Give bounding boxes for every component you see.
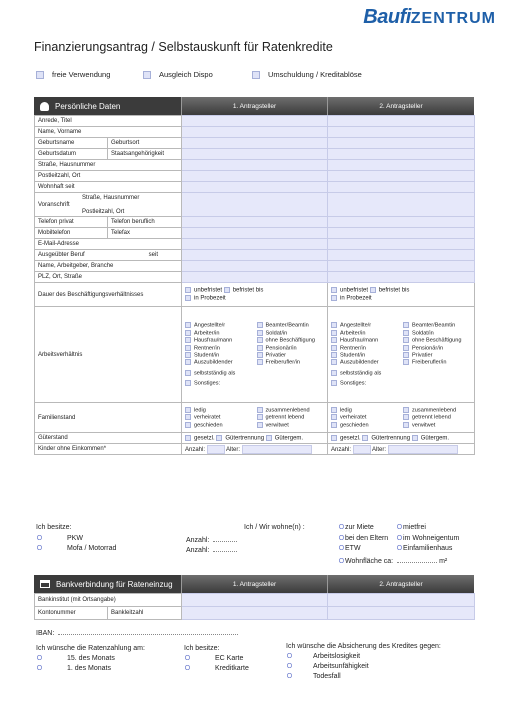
option-familie[interactable]: getrennt lebend — [403, 414, 471, 420]
familie-grid-2 — [331, 407, 471, 428]
input-cell[interactable] — [182, 160, 328, 171]
option-familie[interactable]: verheiratet — [331, 414, 399, 420]
label-cell: Güterstand — [35, 433, 182, 444]
option-arbeit[interactable]: Rentner/in — [331, 345, 399, 351]
pkw-option[interactable]: O PKW — [36, 535, 83, 542]
page-title: Finanzierungsantrag / Selbstauskunft für Ratenkredite — [34, 40, 333, 54]
option-arbeit[interactable]: Hausfrau/mann — [185, 337, 253, 343]
purpose-free[interactable]: freie Verwendung — [36, 70, 110, 79]
absicherung-title: Ich wünsche die Absicherung des Kredites gegen: — [286, 643, 441, 650]
option-familie[interactable]: zusammenlebend — [257, 407, 325, 413]
ec-karte[interactable]: O EC Karte — [184, 655, 244, 662]
option-arbeit[interactable]: Hausfrau/mann — [331, 337, 399, 343]
iban[interactable]: IBAN: — [36, 628, 238, 637]
input-cell[interactable] — [182, 171, 328, 182]
input-cell[interactable] — [182, 127, 328, 138]
option-arbeit[interactable]: Pensionär/in — [403, 345, 471, 351]
input-cell[interactable] — [328, 182, 475, 193]
option-arbeit[interactable]: Freiberufler/in — [403, 359, 471, 365]
input-cell[interactable] — [328, 138, 475, 149]
arbeit-grid-2 — [331, 322, 471, 366]
input-cell[interactable] — [182, 228, 328, 239]
besitz2-title: Ich besitze: — [184, 645, 220, 652]
input-cell[interactable] — [328, 272, 475, 283]
option-familie[interactable]: geschieden — [185, 422, 253, 428]
label-cell: Bankleitzahl — [108, 607, 182, 620]
input-cell[interactable] — [328, 607, 475, 620]
option-familie[interactable]: verwitwet — [257, 422, 325, 428]
logo: BaufiZENTRUM — [363, 6, 496, 28]
label-cell: unbefristet befristet bis in Probezeit — [328, 283, 475, 307]
label-cell: Mobiltelefon — [35, 228, 108, 239]
option-arbeit[interactable]: Student/in — [185, 352, 253, 358]
option-arbeit[interactable]: Freiberufler/in — [257, 359, 325, 365]
checkbox[interactable] — [36, 71, 44, 79]
label-cell: Anzahl: Alter: — [182, 444, 328, 455]
bank-icon — [40, 580, 50, 588]
person-icon — [40, 102, 49, 111]
input-cell[interactable] — [182, 217, 328, 228]
label-cell: Kontonummer — [35, 607, 108, 620]
label-cell: Name, Arbeitgeber, Branche — [35, 261, 182, 272]
wohne-title: Ich / Wir wohne(n) : — [244, 524, 305, 531]
familie-grid-1 — [185, 407, 324, 428]
input-cell[interactable] — [182, 261, 328, 272]
wohne-miete[interactable]: Ozur Miete — [338, 524, 374, 531]
label-cell: Kinder ohne Einkommen* — [35, 444, 182, 455]
input-cell[interactable] — [328, 171, 475, 182]
wohne-efh[interactable]: OEinfamilienhaus — [396, 545, 453, 552]
section-header: Persönliche Daten 1. Antragsteller 2. Antragsteller — [34, 97, 474, 115]
purpose-umschuldung[interactable]: Umschuldung / Kreditablöse — [252, 70, 362, 79]
raten-15[interactable]: O 15. des Monats — [36, 655, 115, 662]
option-arbeit[interactable]: Arbeiter/in — [185, 330, 253, 336]
label-cell: Straße, Hausnummer Voranschrift Postleitzahl, Ort — [35, 193, 182, 217]
option-arbeit[interactable]: Soldat/in — [257, 330, 325, 336]
input-cell[interactable] — [328, 127, 475, 138]
input-cell[interactable] — [328, 594, 475, 607]
input-cell[interactable] — [182, 116, 328, 127]
option-arbeit[interactable]: Pensionär/in — [257, 345, 325, 351]
option-familie[interactable]: verwitwet — [403, 422, 471, 428]
label-cell: Straße, Hausnummer — [35, 160, 182, 171]
input-cell[interactable] — [182, 239, 328, 250]
label-cell — [328, 403, 475, 433]
wohne-eltern[interactable]: Obei den Eltern — [338, 535, 389, 542]
input-cell[interactable] — [328, 116, 475, 127]
input-cell[interactable] — [328, 250, 475, 261]
input-cell[interactable] — [182, 594, 328, 607]
input-cell[interactable] — [182, 193, 328, 217]
option-arbeit[interactable]: Beamter/Beamtin — [257, 322, 325, 328]
option-arbeit[interactable]: ohne Beschäftigung — [403, 337, 471, 343]
besitz-title: Ich besitze: — [36, 524, 72, 531]
input-cell[interactable] — [328, 160, 475, 171]
bank-table — [34, 593, 475, 620]
abs-tod[interactable]: O Todesfall — [286, 673, 341, 680]
label-cell: E-Mail-Adresse — [35, 239, 182, 250]
input-cell[interactable] — [328, 239, 475, 250]
wohne-mietfrei[interactable]: Omietfrei — [396, 524, 426, 531]
option-familie[interactable]: zusammenlebend — [403, 407, 471, 413]
label-cell: Geburtsort — [108, 138, 182, 149]
wohne-eigentum[interactable]: Oim Wohneigentum — [396, 535, 460, 542]
input-cell[interactable] — [328, 217, 475, 228]
option-familie[interactable]: geschieden — [331, 422, 399, 428]
input-cell[interactable] — [182, 149, 328, 160]
checkbox[interactable] — [252, 71, 260, 79]
mofa-anzahl[interactable]: Anzahl: — [186, 545, 237, 554]
label-cell: Angestellte/r Beamter/Beamtin Arbeiter/in Soldat/in Hausfrau/mann ohne Beschäftigung Rentner/in Pensionär/in Student/in Privatier Auszubildender Freiberufler/in selbstständig als Sonstiges: — [182, 307, 328, 403]
label-cell: PLZ, Ort, Straße — [35, 272, 182, 283]
input-cell[interactable] — [328, 193, 475, 217]
raten-title: Ich wünsche die Ratenzahlung am: — [36, 645, 145, 652]
bank-form — [34, 575, 474, 620]
label-cell: Name, Vorname — [35, 127, 182, 138]
label-cell: Telefon beruflich — [108, 217, 182, 228]
mofa-option[interactable]: O Mofa / Motorrad — [36, 545, 117, 552]
personal-table — [34, 115, 475, 455]
label-cell: Anrede, Titel — [35, 116, 182, 127]
label-cell: Telefon privat — [35, 217, 108, 228]
label-cell: Geburtsdatum — [35, 149, 108, 160]
input-cell[interactable] — [182, 250, 328, 261]
wohnflaeche[interactable]: OWohnfläche ca: m² — [338, 558, 448, 565]
input-cell[interactable] — [182, 138, 328, 149]
kreditkarte[interactable]: O Kreditkarte — [184, 665, 249, 672]
label-cell: gesetzl. Gütertrennung Gütergem. — [182, 433, 328, 444]
input-cell[interactable] — [182, 272, 328, 283]
label-cell: Arbeitsverhältnis — [35, 307, 182, 403]
raten-1[interactable]: O 1. des Monats — [36, 665, 111, 672]
option-arbeit[interactable]: Angestellte/r — [185, 322, 253, 328]
option-familie[interactable]: getrennt lebend — [257, 414, 325, 420]
label-cell: Postleitzahl, Ort — [35, 171, 182, 182]
option-arbeit[interactable]: Privatier — [403, 352, 471, 358]
label-cell: gesetzl. Gütertrennung Gütergem. — [328, 433, 475, 444]
option-arbeit[interactable]: Privatier — [257, 352, 325, 358]
pkw-anzahl[interactable]: Anzahl: — [186, 535, 237, 544]
label-cell: Telefax — [108, 228, 182, 239]
option-arbeit[interactable]: Auszubildender — [185, 359, 253, 365]
label-cell: Familienstand — [35, 403, 182, 433]
bank-header: Bankverbindung für Rateneinzug 1. Antragsteller 2. Antragsteller — [34, 575, 474, 593]
option-arbeit[interactable]: Student/in — [331, 352, 399, 358]
option-arbeit[interactable]: Rentner/in — [185, 345, 253, 351]
label-cell: Dauer des Beschäftigungsverhältnisses — [35, 283, 182, 307]
checkbox[interactable] — [143, 71, 151, 79]
label-cell: Wohnhaft seit — [35, 182, 182, 193]
option-arbeit[interactable]: Soldat/in — [403, 330, 471, 336]
personal-data-form — [34, 97, 474, 455]
input-cell[interactable] — [182, 182, 328, 193]
input-cell[interactable] — [182, 607, 328, 620]
option-familie[interactable]: ledig — [185, 407, 253, 413]
label-cell: Angestellte/r Beamter/Beamtin Arbeiter/in Soldat/in Hausfrau/mann ohne Beschäftigung Rentner/in Pensionär/in Student/in Privatier Auszubildender Freiberufler/in selbstständig als Sonstiges: — [328, 307, 475, 403]
input-cell[interactable] — [328, 149, 475, 160]
option-arbeit[interactable]: Angestellte/r — [331, 322, 399, 328]
abs-unfaehig[interactable]: O Arbeitsunfähigkeit — [286, 663, 369, 670]
label-cell: Anzahl: Alter: — [328, 444, 475, 455]
option-arbeit[interactable]: Auszubildender — [331, 359, 399, 365]
label-cell: unbefristet befristet bis in Probezeit — [182, 283, 328, 307]
label-cell — [182, 403, 328, 433]
purpose-dispo[interactable]: Ausgleich Dispo — [143, 70, 213, 79]
label-cell: Staatsangehörigkeit — [108, 149, 182, 160]
input-cell[interactable] — [328, 261, 475, 272]
abs-arbeitslos[interactable]: O Arbeitslosigkeit — [286, 653, 361, 660]
option-arbeit[interactable]: Beamter/Beamtin — [403, 322, 471, 328]
option-arbeit[interactable]: Arbeiter/in — [331, 330, 399, 336]
label-cell: Geburtsname — [35, 138, 108, 149]
option-familie[interactable]: ledig — [331, 407, 399, 413]
arbeit-grid-1 — [185, 322, 324, 366]
label-cell: Bankinstitut (mit Ortsangabe) — [35, 594, 182, 607]
label-cell: Ausgeübter Beruf seit — [35, 250, 182, 261]
input-cell[interactable] — [328, 228, 475, 239]
option-familie[interactable]: verheiratet — [185, 414, 253, 420]
wohne-etw[interactable]: OETW — [338, 545, 361, 552]
option-arbeit[interactable]: ohne Beschäftigung — [257, 337, 325, 343]
